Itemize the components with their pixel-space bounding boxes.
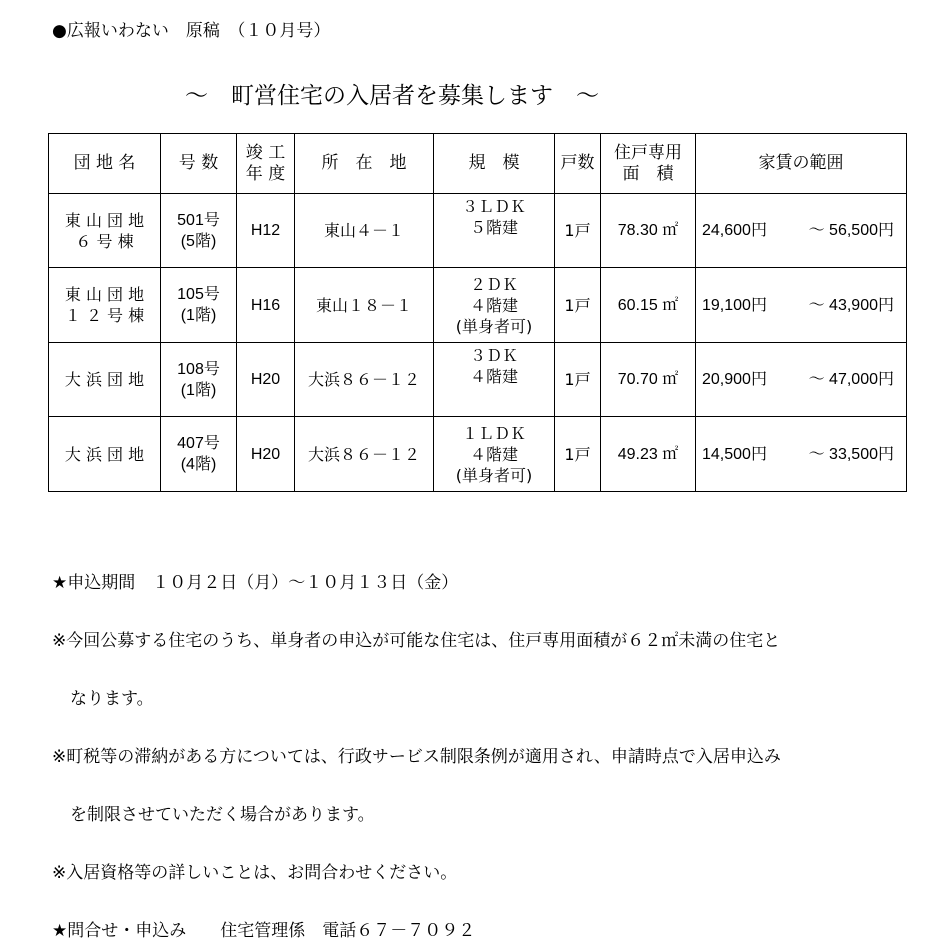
application-period: ★申込期間 １０月２日（月）～１０月１３日（金） — [52, 573, 459, 593]
cell-scale: ３ＬＤＫ ５階建 — [434, 194, 555, 268]
table-row — [49, 268, 907, 343]
cell-rent: 14,500円 ～ 33,500円 — [696, 417, 907, 492]
cell-built: H20 — [237, 343, 295, 417]
tax-arrears-note-cont: を制限させていただく場合があります。 — [70, 805, 375, 825]
qualification-note: ※入居資格等の詳しいことは、お問合わせください。 — [52, 863, 458, 883]
cell-number: 407号 (4階) — [161, 417, 237, 492]
cell-scale: ３ＤＫ ４階建 — [434, 343, 555, 417]
cell-units: 1戸 — [555, 417, 601, 492]
housing-table — [48, 133, 907, 492]
cell-area: 78.30 ㎡ — [601, 194, 696, 268]
cell-area: 70.70 ㎡ — [601, 343, 696, 417]
cell-built: H12 — [237, 194, 295, 268]
header-scale: 規 模 — [434, 134, 555, 194]
single-applicant-note: ※今回公募する住宅のうち、単身者の申込が可能な住宅は、住戸専用面積が６２㎡未満の住宅と — [52, 631, 781, 651]
header-number: 号 数 — [161, 134, 237, 194]
table-row — [49, 417, 907, 492]
header-area: 住戸専用 面 積 — [601, 134, 696, 194]
header-units: 戸数 — [555, 134, 601, 194]
cell-units: 1戸 — [555, 268, 601, 343]
header-location: 所 在 地 — [295, 134, 434, 194]
cell-units: 1戸 — [555, 194, 601, 268]
header-built-year: 竣 工 年 度 — [237, 134, 295, 194]
cell-scale: ２ＤＫ ４階建 (単身者可) — [434, 268, 555, 343]
cell-location: 大浜８６－１２ — [295, 417, 434, 492]
cell-number: 108号 (1階) — [161, 343, 237, 417]
page-title: ～ 町営住宅の入居者を募集します ～ — [185, 83, 599, 109]
cell-rent: 24,600円 ～ 56,500円 — [696, 194, 907, 268]
cell-name: 東 山 団 地 １ ２ 号 棟 — [49, 268, 161, 343]
cell-built: H16 — [237, 268, 295, 343]
table-header-row — [49, 134, 907, 194]
cell-area: 49.23 ㎡ — [601, 417, 696, 492]
cell-rent: 19,100円 ～ 43,900円 — [696, 268, 907, 343]
cell-scale: １ＬＤＫ ４階建 (単身者可) — [434, 417, 555, 492]
header-rent: 家賃の範囲 — [696, 134, 907, 194]
cell-built: H20 — [237, 417, 295, 492]
cell-name: 大 浜 団 地 — [49, 343, 161, 417]
document-header: ●広報いわない 原稿 （１０月号） — [52, 21, 331, 41]
single-applicant-note-cont: なります。 — [70, 689, 154, 709]
cell-name: 大 浜 団 地 — [49, 417, 161, 492]
table-row — [49, 194, 907, 268]
table-row — [49, 343, 907, 417]
tax-arrears-note: ※町税等の滞納がある方については、行政サービス制限条例が適用され、申請時点で入居申込み — [52, 747, 781, 767]
cell-rent: 20,900円 ～ 47,000円 — [696, 343, 907, 417]
cell-location: 東山１８－１ — [295, 268, 434, 343]
contact-info: ★問合せ・申込み 住宅管理係 電話６７－７０９２ — [52, 921, 476, 941]
cell-units: 1戸 — [555, 343, 601, 417]
cell-number: 105号 (1階) — [161, 268, 237, 343]
header-name: 団 地 名 — [49, 134, 161, 194]
cell-name: 東 山 団 地 ６ 号 棟 — [49, 194, 161, 268]
cell-location: 東山４－１ — [295, 194, 434, 268]
cell-number: 501号 (5階) — [161, 194, 237, 268]
cell-area: 60.15 ㎡ — [601, 268, 696, 343]
cell-location: 大浜８６－１２ — [295, 343, 434, 417]
